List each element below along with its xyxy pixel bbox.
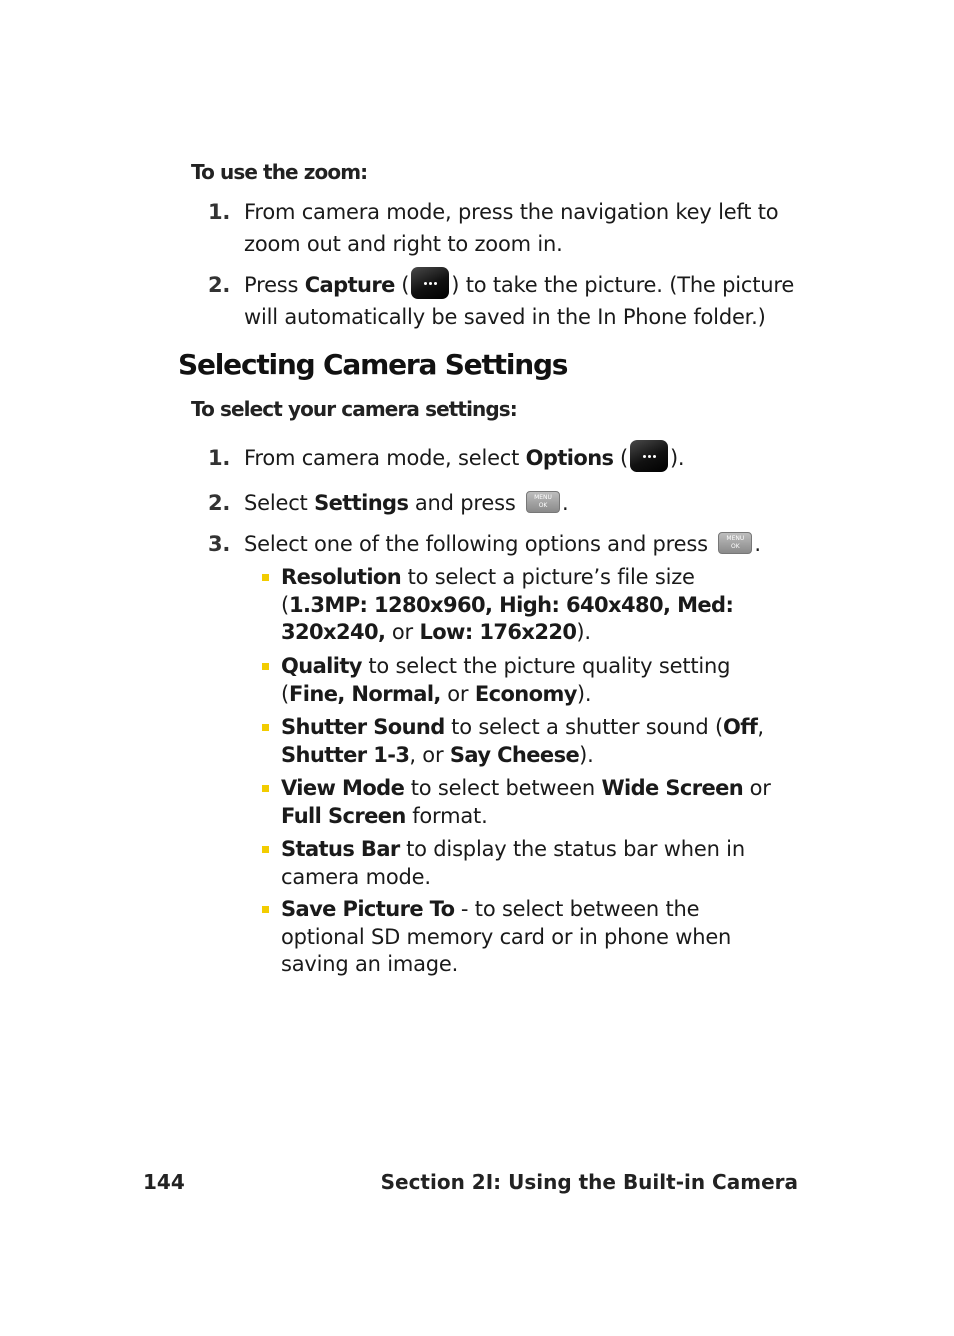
section-title: Selecting Camera Settings (178, 348, 568, 381)
section-footer: Section 2I: Using the Built-in Camera (380, 1170, 798, 1194)
step-text: Select one of the following options and press MENU OK . (244, 532, 761, 556)
zoom-step-1 (208, 196, 808, 260)
step-text: Select Settings and press MENU OK . (244, 491, 569, 515)
step-number: 1. (208, 200, 231, 224)
bullet-square-icon (262, 846, 269, 853)
option-shutter-sound: Shutter Sound to select a shutter sound (Off, Shutter 1-3, or Say Cheese). (262, 714, 782, 769)
options-label: Options (525, 446, 614, 470)
step-number: 3. (208, 532, 231, 556)
settings-heading: To select your camera settings: (191, 397, 517, 421)
option-status-bar: Status Bar to display the status bar when in camera mode. (262, 836, 782, 891)
page-number: 144 (143, 1170, 185, 1194)
softkey-ellipsis-icon (630, 440, 668, 472)
bullet-square-icon (262, 574, 269, 581)
option-view-mode: View Mode to select between Wide Screen or Full Screen format. (262, 775, 782, 830)
bullet-square-icon (262, 724, 269, 731)
step-text: Press Capture ( ) to take the picture. (The picture will automatically be saved in the In Phone folder.) (244, 269, 808, 333)
bullet-square-icon (262, 785, 269, 792)
step-text: From camera mode, select Options ( ). (244, 442, 808, 474)
step-number: 2. (208, 491, 231, 515)
softkey-ellipsis-icon (411, 267, 449, 299)
bullet-square-icon (262, 663, 269, 670)
option-save-picture-to: Save Picture To - to select between the optional SD memory card or in phone when saving an image. (262, 896, 782, 979)
menu-ok-key-icon: MENU OK (526, 491, 560, 513)
zoom-heading: To use the zoom: (191, 160, 368, 184)
step-number: 2. (208, 273, 231, 297)
option-quality: Quality to select the picture quality setting (Fine, Normal, or Economy). (262, 653, 782, 708)
settings-step-2 (208, 487, 808, 519)
bullet-square-icon (262, 906, 269, 913)
step-text: From camera mode, press the navigation key left to zoom out and right to zoom in. (244, 200, 779, 256)
option-resolution: Resolution to select a picture’s file size (1.3MP: 1280x960, High: 640x480, Med: 320x240, or Low: 176x220). (262, 564, 782, 647)
zoom-step-2 (208, 269, 808, 333)
menu-ok-key-icon: MENU OK (718, 532, 752, 554)
settings-label: Settings (314, 491, 409, 515)
settings-step-1 (208, 442, 808, 474)
settings-step-3 (208, 528, 808, 560)
step-number: 1. (208, 446, 231, 470)
capture-label: Capture (304, 273, 395, 297)
